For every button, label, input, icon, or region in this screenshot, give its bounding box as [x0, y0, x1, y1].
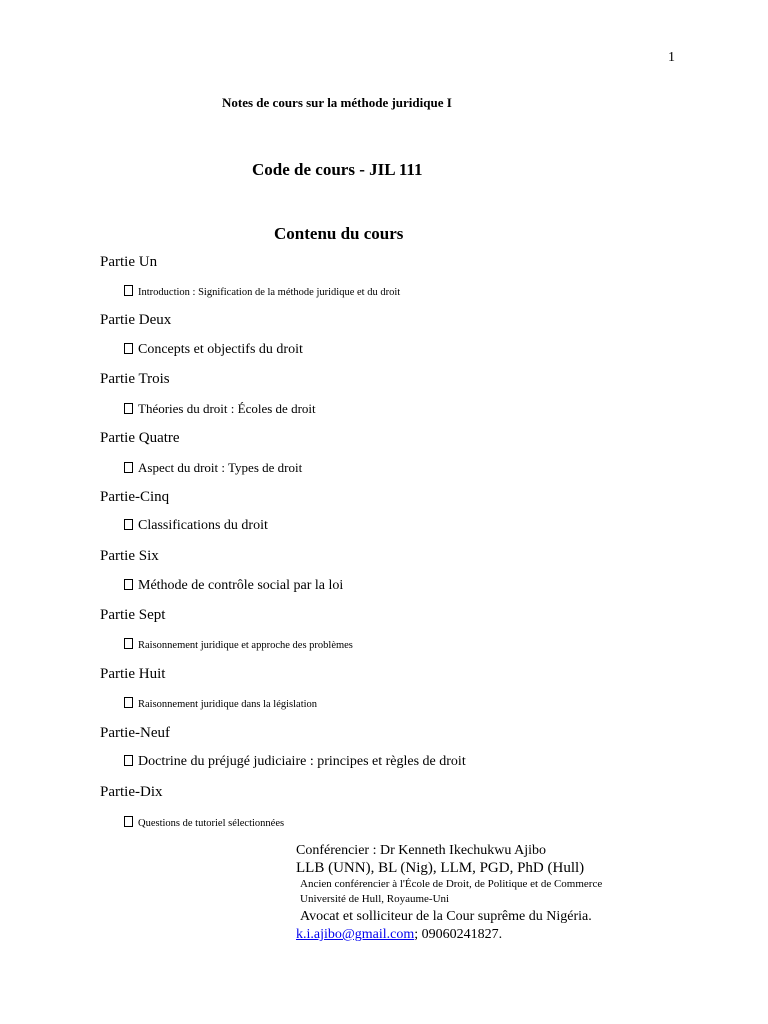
square-bullet-icon	[124, 519, 133, 530]
part-item-text: Concepts et objectifs du droit	[138, 342, 303, 357]
part-item-1	[124, 285, 400, 298]
part-item-text: Introduction : Signification de la méthode juridique et du droit	[138, 287, 401, 298]
part-item-text: Raisonnement juridique dans la législation	[138, 699, 318, 710]
part-item-9	[124, 754, 466, 770]
part-heading-6: Partie Six	[100, 548, 159, 564]
part-item-4	[124, 460, 302, 476]
part-heading-5: Partie-Cinq	[100, 489, 170, 505]
part-item-text: Doctrine du préjugé judiciaire : principes et règles de droit	[138, 754, 466, 769]
square-bullet-icon	[124, 403, 133, 414]
part-heading-10: Partie-Dix	[100, 784, 163, 800]
part-heading-3: Partie Trois	[100, 371, 170, 387]
part-item-2	[124, 342, 303, 358]
part-item-7	[124, 638, 353, 651]
lecturer-degrees: LLB (UNN), BL (Nig), LLM, PGD, PhD (Hull)	[296, 860, 585, 876]
part-heading-7: Partie Sept	[100, 607, 166, 623]
profession: Avocat et solliciteur de la Cour suprême du Nigéria.	[300, 909, 592, 924]
document-title: Notes de cours sur la méthode juridique I	[222, 95, 452, 110]
square-bullet-icon	[124, 755, 133, 766]
part-item-5	[124, 518, 268, 534]
part-heading-9: Partie-Neuf	[100, 725, 170, 741]
part-item-text: Théories du droit : Écoles de droit	[138, 401, 316, 416]
part-item-text: Aspect du droit : Types de droit	[138, 460, 303, 475]
contact-line	[296, 926, 602, 943]
phone-number: ; 09060241827.	[414, 927, 503, 942]
part-heading-1: Partie Un	[100, 254, 158, 270]
former-role: Ancien conférencier à l'École de Droit, de Politique et de Commerce	[300, 878, 603, 890]
lecturer-name: Conférencier : Dr Kenneth Ikechukwu Ajibo	[296, 843, 546, 858]
part-item-text: Classifications du droit	[138, 518, 268, 533]
university: Université de Hull, Royaume-Uni	[300, 893, 450, 905]
part-item-3	[124, 401, 316, 417]
part-item-10	[124, 816, 284, 829]
square-bullet-icon	[124, 697, 133, 708]
square-bullet-icon	[124, 638, 133, 649]
part-item-text: Méthode de contrôle social par la loi	[138, 578, 344, 593]
square-bullet-icon	[124, 462, 133, 473]
lecturer-info-block	[296, 842, 602, 943]
part-item-6	[124, 578, 343, 594]
square-bullet-icon	[124, 579, 133, 590]
part-heading-2: Partie Deux	[100, 312, 172, 328]
email-link[interactable]: k.i.ajibo@gmail.com	[296, 927, 415, 942]
part-item-text: Questions de tutoriel sélectionnées	[138, 818, 285, 829]
page-number: 1	[668, 50, 675, 65]
part-item-8	[124, 697, 317, 710]
square-bullet-icon	[124, 343, 133, 354]
contents-heading: Contenu du cours	[274, 224, 404, 243]
course-code-heading: Code de cours - JIL 111	[252, 160, 423, 179]
part-heading-4: Partie Quatre	[100, 430, 180, 446]
part-item-text: Raisonnement juridique et approche des problèmes	[138, 640, 353, 651]
square-bullet-icon	[124, 816, 133, 827]
part-heading-8: Partie Huit	[100, 666, 166, 682]
square-bullet-icon	[124, 285, 133, 296]
